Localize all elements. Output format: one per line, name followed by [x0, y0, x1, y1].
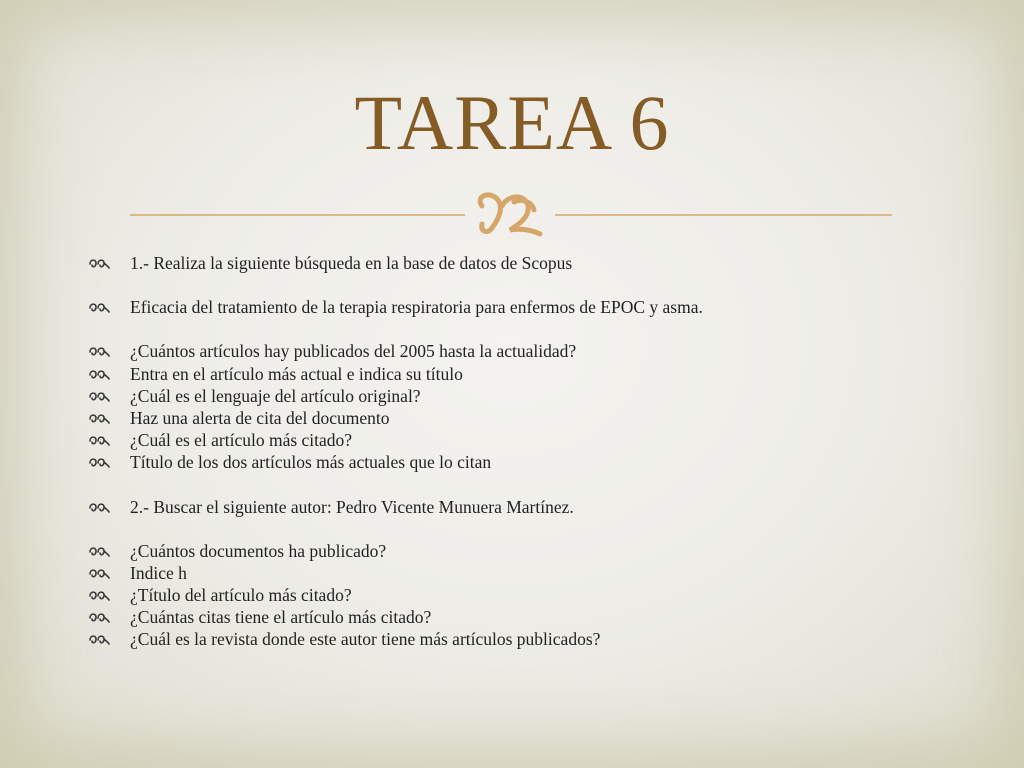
double-loop-ornament-icon	[88, 500, 110, 514]
bullet-text: ¿Cuál es el artículo más citado?	[130, 430, 353, 451]
bullet-item	[88, 252, 988, 274]
double-loop-ornament-icon	[88, 588, 110, 602]
bullet-text: Haz una alerta de cita del documento	[130, 407, 390, 428]
double-loop-ornament-icon	[88, 632, 110, 646]
bullet-item	[88, 340, 988, 362]
bullet-text: Eficacia del tratamiento de la terapia respiratoria para enfermos de EPOC y asma.	[130, 297, 703, 318]
double-loop-ornament-icon	[88, 411, 110, 425]
bullet-text: Entra en el artículo más actual e indica su título	[130, 363, 463, 384]
bullet-list	[88, 252, 988, 651]
title-divider	[130, 188, 892, 238]
slide-title: TAREA 6	[354, 79, 670, 166]
bullet-text: ¿Cuántos documentos ha publicado?	[130, 540, 387, 561]
bullet-text: ¿Cuál es la revista donde este autor tiene más artículos publicados?	[130, 629, 601, 650]
bullet-text: Título de los dos artículos más actuales que lo citan	[130, 452, 492, 473]
bullet-item	[88, 407, 988, 429]
bullet-item	[88, 363, 988, 385]
bullet-text: 1.- Realiza la siguiente búsqueda en la base de datos de Scopus	[130, 253, 573, 273]
divider-ornament-icon	[480, 195, 540, 234]
double-loop-ornament-icon	[88, 433, 110, 447]
double-loop-ornament-icon	[88, 610, 110, 624]
bullet-text: Indice h	[130, 562, 187, 583]
double-loop-ornament-icon	[88, 544, 110, 558]
double-loop-ornament-icon	[88, 367, 110, 381]
bullet-item	[88, 451, 988, 473]
double-loop-ornament-icon	[88, 256, 110, 270]
bullet-text: ¿Cuál es el lenguaje del artículo original?	[130, 385, 421, 406]
bullet-item	[88, 584, 988, 606]
bullet-text: ¿Título del artículo más citado?	[130, 585, 352, 606]
double-loop-ornament-icon	[88, 455, 110, 469]
bullet-item	[88, 540, 988, 562]
bullet-item	[88, 496, 988, 518]
double-loop-ornament-icon	[88, 389, 110, 403]
double-loop-ornament-icon	[88, 566, 110, 580]
double-loop-ornament-icon	[88, 300, 110, 314]
bullet-text: ¿Cuántas citas tiene el artículo más citado?	[130, 607, 432, 628]
bullet-item	[88, 628, 988, 650]
bullet-item	[88, 385, 988, 407]
bullet-text: 2.- Buscar el siguiente autor: Pedro Vicente Munuera Martínez.	[130, 496, 574, 517]
bullet-item	[88, 429, 988, 451]
bullet-text: ¿Cuántos artículos hay publicados del 2005 hasta la actualidad?	[130, 341, 577, 362]
bullet-item	[88, 562, 988, 584]
bullet-item	[88, 606, 988, 628]
bullet-item	[88, 296, 988, 318]
double-loop-ornament-icon	[88, 344, 110, 358]
